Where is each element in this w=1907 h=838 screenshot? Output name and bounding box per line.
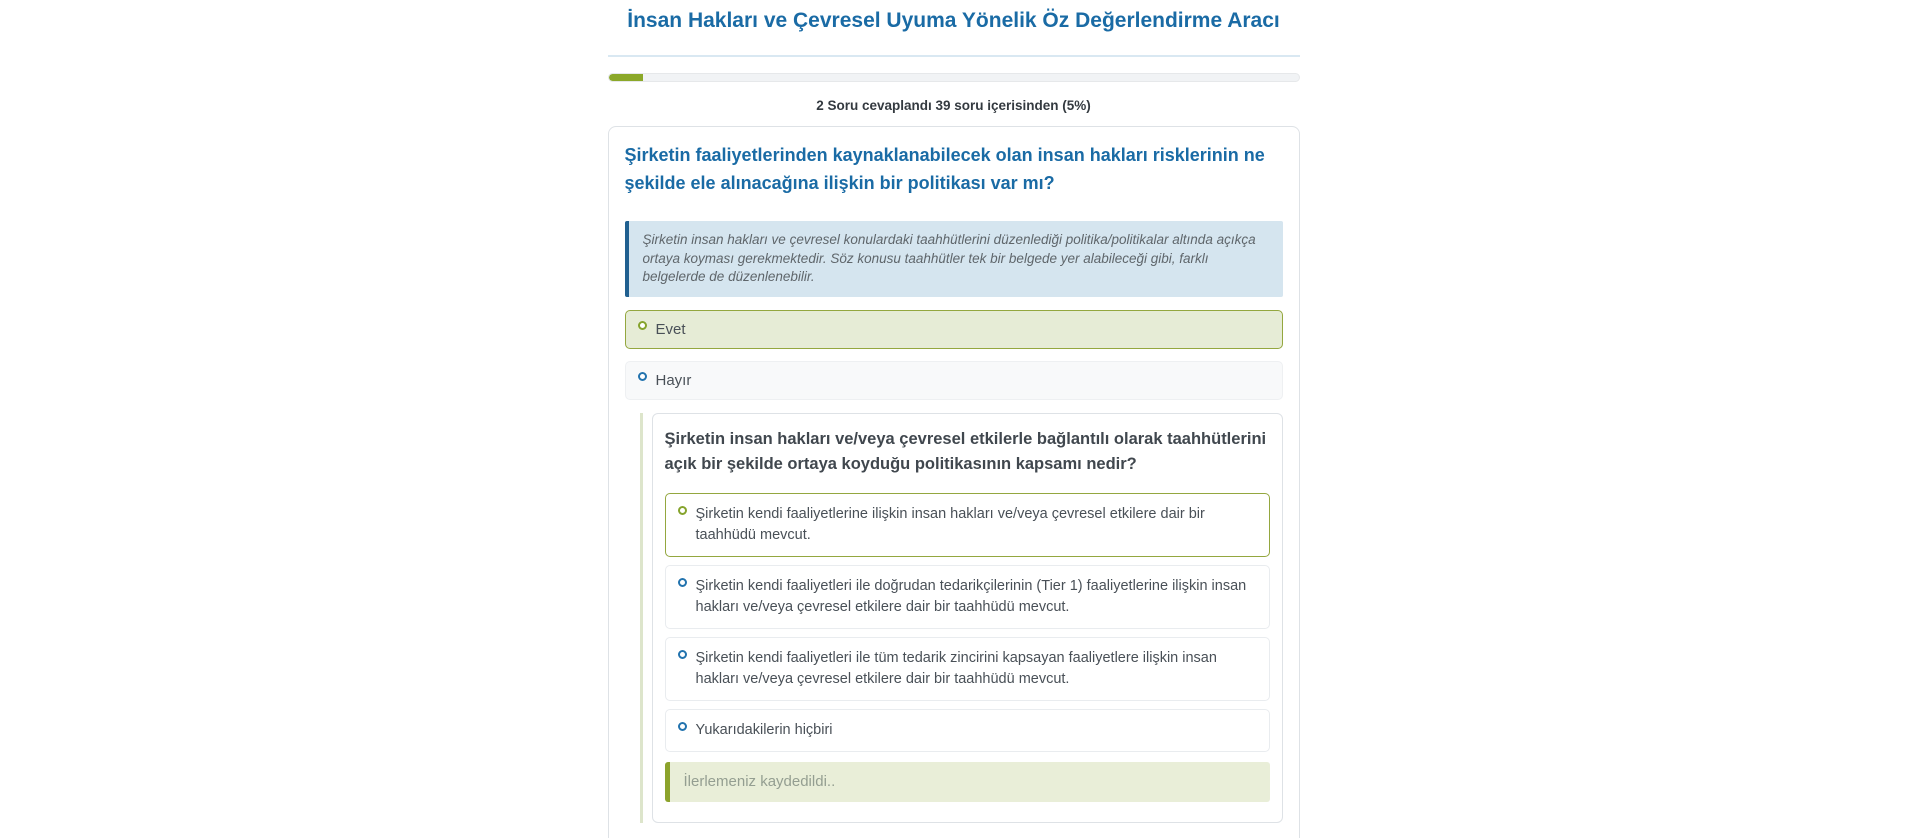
radio-icon[interactable]: [638, 372, 647, 381]
radio-icon[interactable]: [638, 321, 647, 330]
sub-question-card: [652, 413, 1283, 823]
option-hayir-label: Hayır: [655, 371, 692, 389]
sub-option-none-of-the-above[interactable]: [665, 709, 1270, 752]
survey-page: [608, 0, 1300, 838]
sub-option-tier1-suppliers[interactable]: [665, 565, 1270, 629]
radio-icon[interactable]: [678, 650, 687, 659]
question-guidance-text: Şirketin insan hakları ve çevresel konulardaki taahhütlerini düzenlediği politika/politikalar altında açıkça ortaya koyması gerekmektedir. Söz konusu taahhütler tek bir belgede yer alabileceği gibi, farklı belgelerde de düzenlenebilir.: [642, 232, 1256, 284]
page-title: İnsan Hakları ve Çevresel Uyuma Yönelik Öz Değerlendirme Aracı: [627, 9, 1280, 32]
question-card: [608, 126, 1300, 838]
radio-icon[interactable]: [678, 506, 687, 515]
radio-icon[interactable]: [678, 578, 687, 587]
progress-bar: [608, 73, 1300, 82]
progress-saved-alert: [665, 762, 1270, 802]
sub-option-own-operations[interactable]: [665, 493, 1270, 557]
radio-icon[interactable]: [678, 722, 687, 731]
sub-question-heading: Şirketin insan hakları ve/veya çevresel etkilerle bağlantılı olarak taahhütlerini açık bir şekilde ortaya koyduğu politikasının kapsamı nedir?: [664, 429, 1267, 473]
question-guidance-box: [625, 221, 1283, 297]
progress-fill: [609, 74, 644, 81]
sub-option-label: Şirketin kendi faaliyetlerine ilişkin insan hakları ve/veya çevresel etkilere dair bir taahhüdü mevcut.: [695, 505, 1205, 543]
option-evet-label: Evet: [655, 320, 686, 338]
question-heading: Şirketin faaliyetlerinden kaynaklanabilecek olan insan hakları risklerinin ne şekilde ele alınacağına ilişkin bir politikası var mı?: [624, 145, 1265, 193]
sub-option-label: Şirketin kendi faaliyetleri ile doğrudan tedarikçilerinin (Tier 1) faaliyetlerine ilişkin insan hakları ve/veya çevresel etkilere dair bir taahhüdü mevcut.: [695, 577, 1247, 615]
option-evet[interactable]: [625, 310, 1283, 349]
sub-option-label: Yukarıdakilerin hiçbiri: [695, 721, 833, 738]
sub-question-indent: [640, 413, 1283, 823]
progress-label: 2 Soru cevaplandı 39 soru içerisinden (5%): [816, 98, 1091, 113]
sub-option-label: Şirketin kendi faaliyetleri ile tüm tedarik zincirini kapsayan faaliyetlere ilişkin insan hakları ve/veya çevresel etkilere dair bir taahhüdü mevcut.: [695, 649, 1217, 687]
divider: [608, 55, 1300, 57]
option-hayir[interactable]: [625, 361, 1283, 400]
sub-option-full-supply-chain[interactable]: [665, 637, 1270, 701]
progress-saved-text: İlerlemeniz kaydedildi..: [683, 772, 836, 790]
